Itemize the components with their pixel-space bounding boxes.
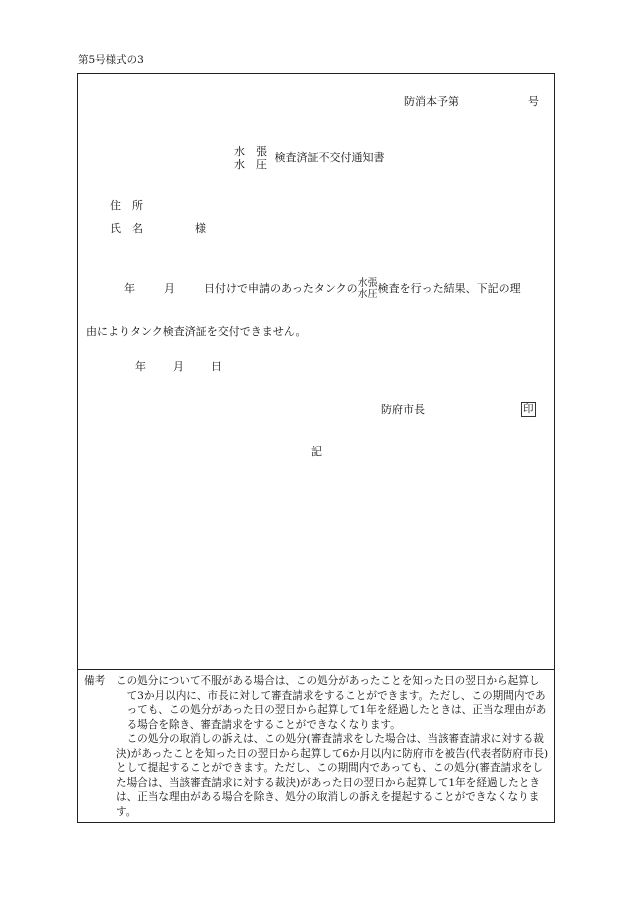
body-line-1 xyxy=(124,278,521,300)
body-stack-bottom: 水圧 xyxy=(357,289,378,300)
title-test-type-stack xyxy=(234,145,267,171)
notes-divider xyxy=(78,669,554,670)
title-main: 検査済証不交付通知書 xyxy=(274,151,385,165)
body-text-before: 日付けで申請のあったタンクの xyxy=(204,282,358,295)
document-number xyxy=(404,96,539,107)
form-number-label: 第5号様式の3 xyxy=(78,54,144,66)
document-number-suffix: 号 xyxy=(528,95,539,108)
date-month: 月 xyxy=(173,360,184,373)
notes-label: 備考 xyxy=(84,675,106,687)
ki-heading: 記 xyxy=(311,445,322,458)
notes-section xyxy=(84,674,550,819)
address-label: 住 所 xyxy=(110,199,143,212)
date-year: 年 xyxy=(135,360,146,373)
issuer-name: 防府市長 xyxy=(381,403,425,416)
body-stack-top: 水張 xyxy=(357,278,378,289)
seal-label: 印 xyxy=(523,403,534,415)
document-number-prefix: 防消本予第 xyxy=(404,95,459,108)
body-test-type-stack xyxy=(358,278,378,300)
name-label: 氏 名 xyxy=(110,222,143,235)
title-stack-top: 水 張 xyxy=(234,145,267,158)
notes-paragraph-1: この処分について不服がある場合は、この処分があったことを知った日の翌日から起算して3か月以内に、市長に対して審査請求をすることができます。ただし、この期間内であっても、この処分があった日の翌日から起算して1年を経過したときは、正当な理由がある場合を除き、審査請求をすることができなくなります。 xyxy=(116,675,547,731)
body-line-2: 由によりタンク検査済証を交付できません。 xyxy=(86,325,307,338)
title-stack-bottom: 水 圧 xyxy=(234,158,267,172)
body-year: 年 xyxy=(124,282,135,295)
notice-form-frame xyxy=(77,73,555,823)
honorific: 様 xyxy=(195,222,206,235)
date-day: 日 xyxy=(211,360,222,373)
notes-paragraph-2: この処分の取消しの訴えは、この処分(審査請求をした場合は、当該審査請求に対する裁決)があったことを知った日の翌日から起算して6か月以内に防府市を被告(代表者防府市長)として提起することができます。ただし、この期間内であっても、この処分(審査請求をした場合は、当該審査請求に対する裁決)があった日の翌日から起算して1年を経過したときは、正当な理由がある場合を除き、処分の取消しの訴えを提起することができなくなります。 xyxy=(116,733,549,818)
document-title xyxy=(234,145,385,171)
body-month: 月 xyxy=(164,282,175,295)
body-text-after: 検査を行った結果、下記の理 xyxy=(377,282,521,295)
issue-date xyxy=(135,361,222,372)
seal-mark xyxy=(521,402,536,417)
